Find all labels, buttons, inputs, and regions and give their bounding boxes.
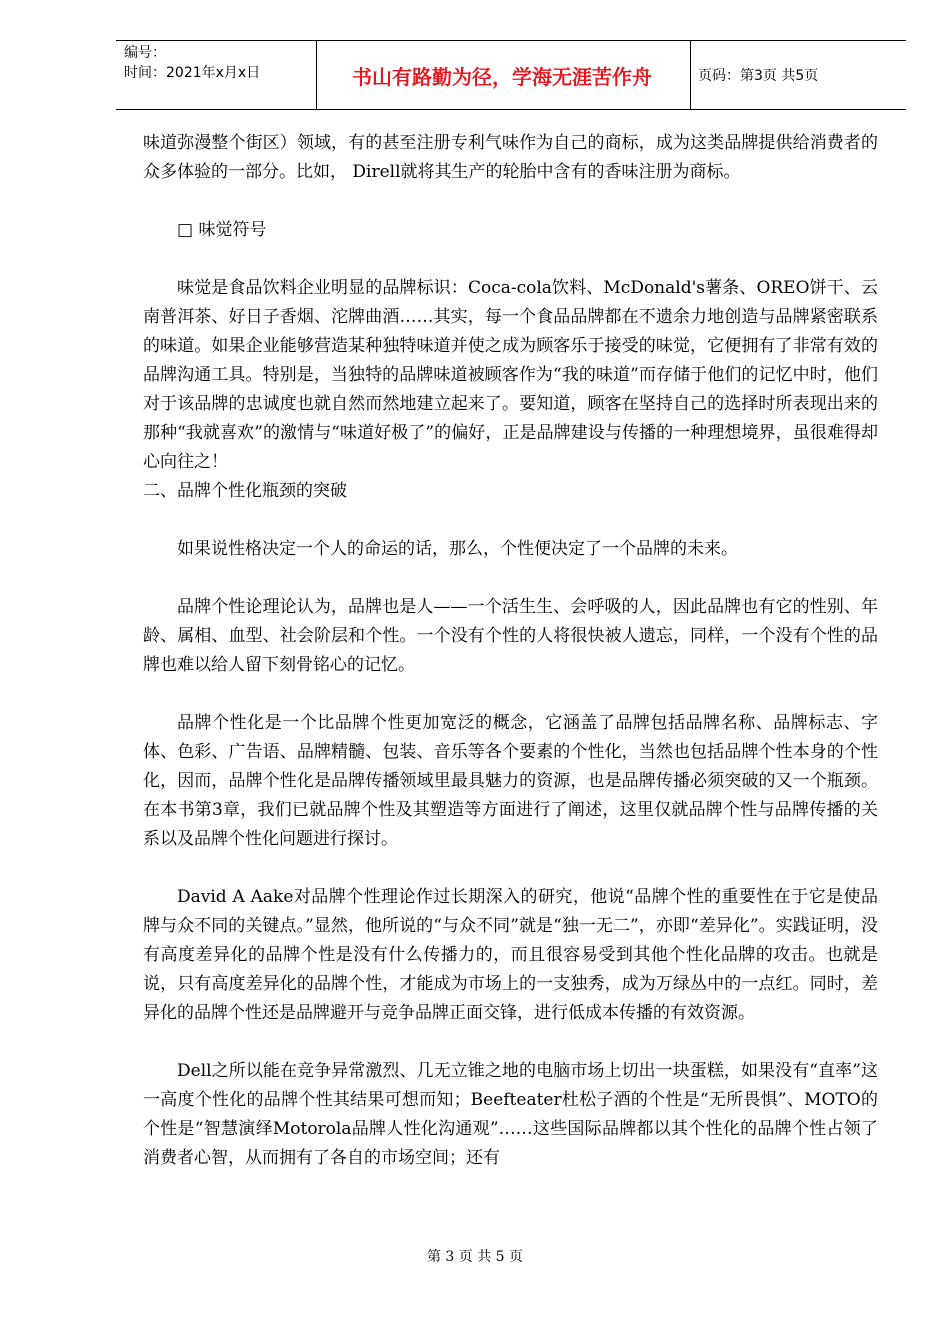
paragraph: 味觉是食品饮料企业明显的品牌标识：Coca-cola饮料、McDonald's薯条、OREO饼干、云南普洱茶、好日子香烟、沱牌曲酒……其实，每一个食品品牌都在不遗余力地创造与品牌紧密联系的味道。如果企业能够营造某种独特味道并使之成为顾客乐于接受的味觉，它便拥有了非常有效的品牌沟通工具。特别是，当独特的品牌味道被顾客作为“我的味道”而存储于他们的记忆中时，他们对于该品牌的忠诚度也就自然而然地建立起来了。要知道，顾客在坚持自己的选择时所表现出来的那种“我就喜欢”的激情与“味道好极了”的偏好，正是品牌建设与传播的一种理想境界，虽很难得却心向往之！ xyxy=(143,278,878,472)
time-label: 时间：2021年x月x日 xyxy=(124,65,261,81)
paragraph: 味道弥漫整个街区）领域，有的甚至注册专利气味作为自己的商标，成为这类品牌提供给消费者的众多体验的一部分。比如， Direll就将其生产的轮胎中含有的香味注册为商标。 xyxy=(143,133,878,182)
section-heading-personality: 二、品牌个性化瓶颈的突破 xyxy=(143,481,347,501)
header-page-number: 页码：第3页 共5页 xyxy=(698,68,819,84)
page-header xyxy=(116,40,906,110)
paragraph: 如果说性格决定一个人的命运的话，那么，个性便决定了一个品牌的未来。 xyxy=(177,539,738,559)
paragraph: Dell之所以能在竞争异常激烈、几无立锥之地的电脑市场上切出一块蛋糕，如果没有“直率”这一高度个性化的品牌个性其结果可想而知；Beefteater杜松子酒的个性是“无所畏惧”、MOTO的个性是“智慧演绎Motorola品牌人性化沟通观”……这些国际品牌都以其个性化的品牌个性占领了消费者心智，从而拥有了各自的市场空间；还有 xyxy=(143,1061,878,1168)
header-motto: 书山有路勤为径，学海无涯苦作舟 xyxy=(352,64,652,89)
header-divider xyxy=(690,41,691,109)
number-label: 编号： xyxy=(124,45,166,61)
paragraph: 品牌个性论理论认为，品牌也是人——一个活生生、会呼吸的人，因此品牌也有它的性别、年龄、属相、血型、社会阶层和个性。一个没有个性的人将很快被人遗忘，同样，一个没有个性的品牌也难以给人留下刻骨铭心的记忆。 xyxy=(143,597,878,675)
paragraph: David A Aake对品牌个性理论作过长期深入的研究，他说“品牌个性的重要性在于它是使品牌与众不同的关键点。”显然，他所说的“与众不同”就是“独一无二”，亦即“差异化”。实践证明，没有高度差异化的品牌个性是没有什么传播力的，而且很容易受到其他个性化品牌的攻击。也就是说，只有高度差异化的品牌个性，才能成为市场上的一支独秀，成为万绿丛中的一点红。同时，差异化的品牌个性还是品牌避开与竞争品牌正面交锋，进行低成本传播的有效资源。 xyxy=(143,887,878,1023)
document-body xyxy=(143,129,878,1173)
paragraph: 品牌个性化是一个比品牌个性更加宽泛的概念，它涵盖了品牌包括品牌名称、品牌标志、字体、色彩、广告语、品牌精髓、包装、音乐等各个要素的个性化，当然也包括品牌个性本身的个性化，因而，品牌个性化是品牌传播领域里最具魅力的资源，也是品牌传播必须突破的又一个瓶颈。在本书第3章，我们已就品牌个性及其塑造等方面进行了阐述，这里仅就品牌个性与品牌传播的关系以及品牌个性化问题进行探讨。 xyxy=(143,713,878,849)
section-heading-taste: □ 味觉符号 xyxy=(177,220,267,240)
header-meta xyxy=(124,43,314,83)
page-footer: 第 3 页 共 5 页 xyxy=(426,1249,524,1265)
